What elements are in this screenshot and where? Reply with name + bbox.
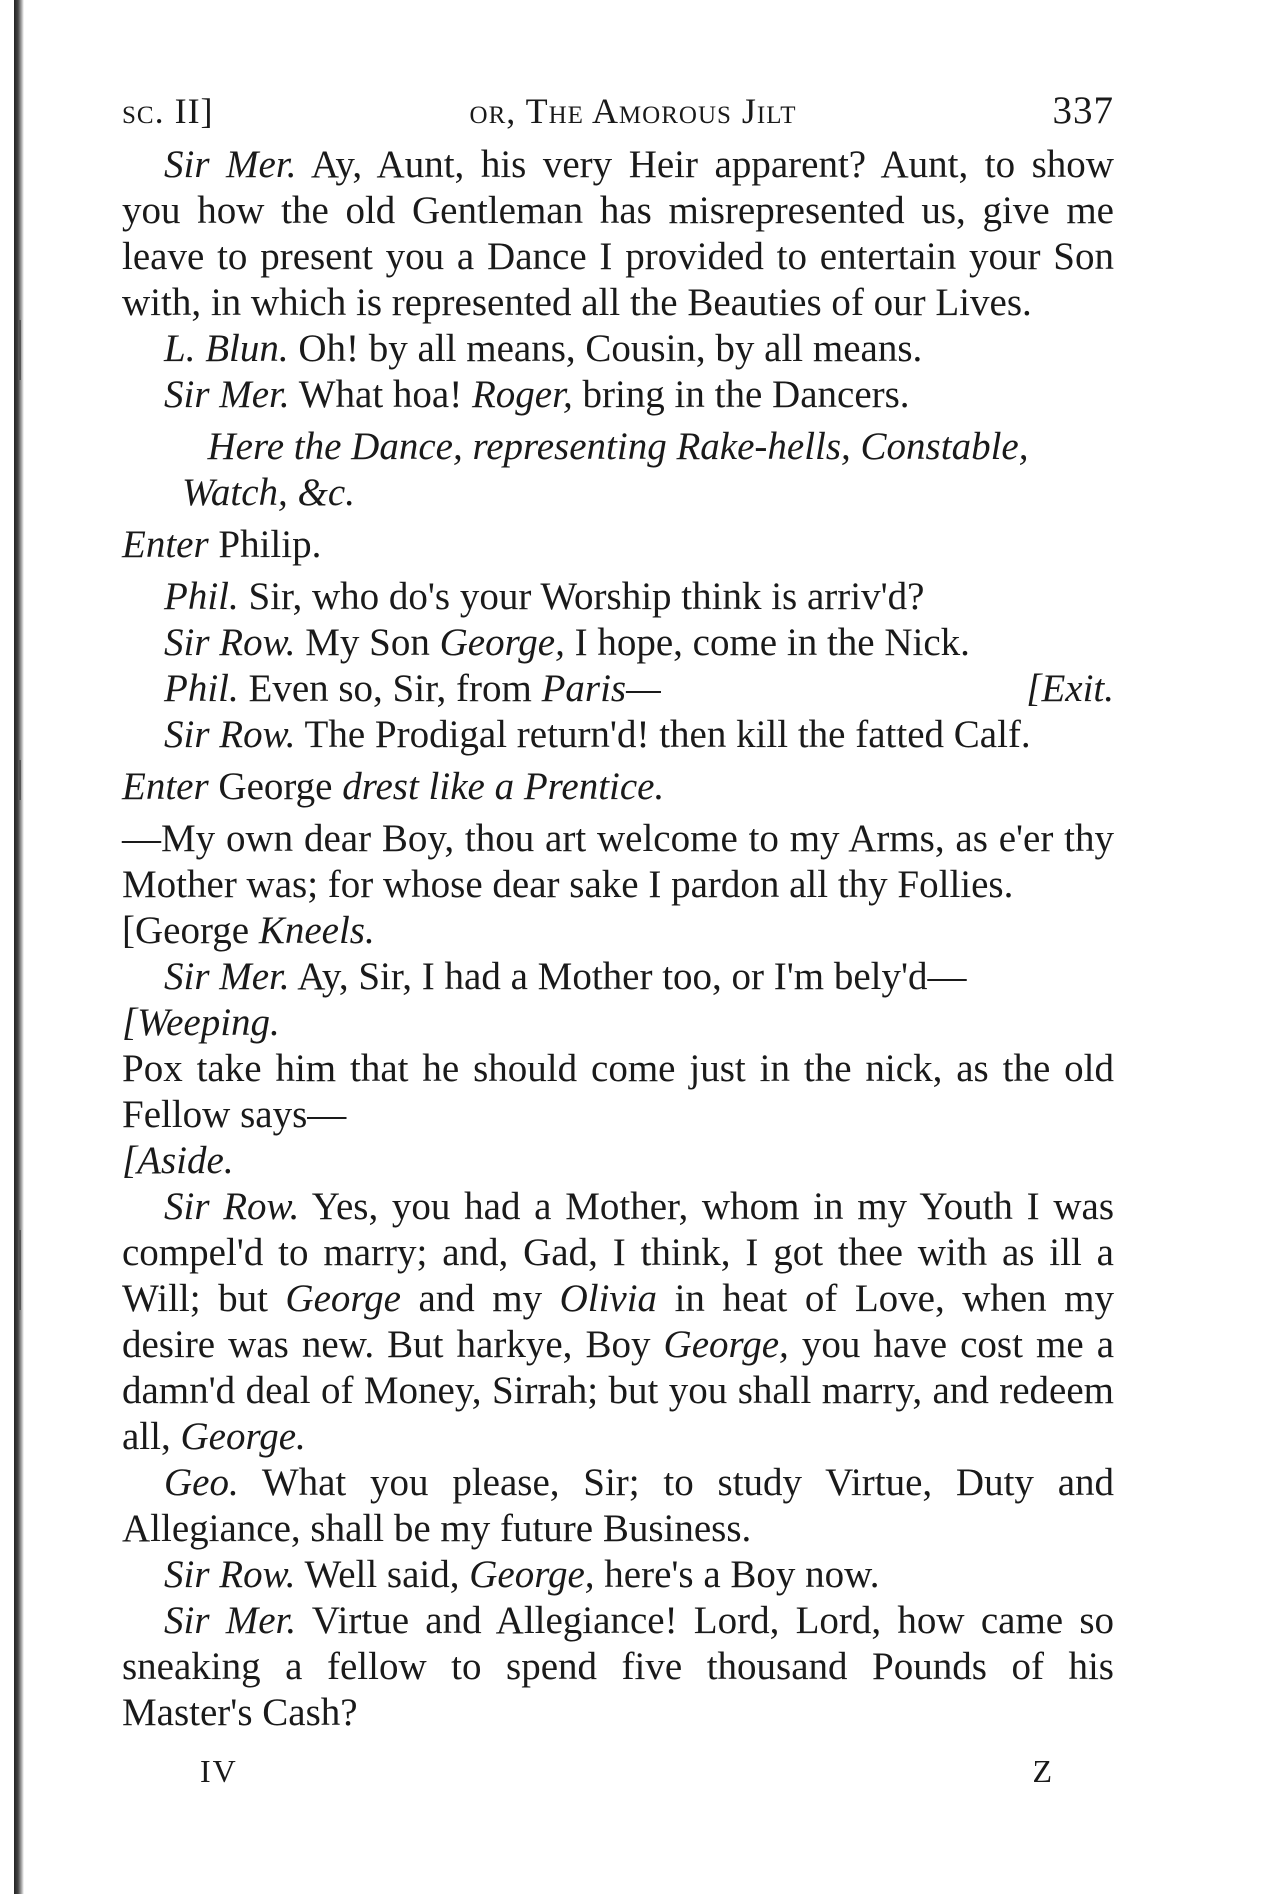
speech-text: Ay, Aunt, his very Heir apparent? Aunt, to show you how the old Gentleman has misrepresented us, give me leave to present you a Dance I provided to entertain your Son with, in which is represented all the Beauties of our Lives. [122,143,1114,324]
speech-text: in heat of Love, when my desire was new. But harkye, Boy [122,1277,1114,1366]
stage-direction-text: drest like a Prentice. [342,765,665,808]
speaker-name: Sir Mer. [164,373,290,416]
stage-direction-enter [122,522,1114,568]
character-name: Philip. [218,523,322,566]
speech-text: Virtue and Allegiance! Lord, Lord, how came so sneaking a fellow to spend five thousand Pounds of his Master's Cash? [122,1599,1115,1734]
speaker-name: Sir Row. [164,1553,296,1596]
speech-text: here's a Boy now. [604,1553,880,1596]
speaker-name: Phil. [164,575,239,618]
speech-text: Pox take him that he should come just in the nick, as the old Fellow says— [122,1047,1114,1136]
stage-direction [122,424,1114,516]
speaker-name: Sir Row. [164,621,296,664]
character-name: George, [469,1553,595,1596]
speech [122,1460,1114,1552]
character-name: George, [663,1323,789,1366]
speech [122,1598,1114,1736]
speech-text: Yes, you had a Mother, whom in my Youth I was compel'd to marry; and, Gad, I think, I got thee with as ill a Will; but [122,1185,1114,1320]
book-spine-shadow [14,0,24,1894]
spine-mark [18,320,21,380]
stage-direction-text: Here the Dance, representing Rake-hells, Constable, Watch, &c. [182,425,1029,514]
page-footer [122,1748,1114,1794]
speech-text: Sir, who do's your Worship think is arriv'd? [248,575,925,618]
enter-word: Enter [122,765,209,808]
speaker-name: Sir Row. [164,713,296,756]
stage-action: Kneels. [258,909,375,952]
speech-text: Oh! by all means, Cousin, by all means. [298,327,923,370]
stage-action: [Aside. [122,1139,234,1182]
speech [122,954,1114,1000]
speech-text: My Son [305,621,430,664]
character-name: George, [439,621,565,664]
speech [122,326,1114,372]
book-page [122,88,1114,1794]
speech [122,1552,1114,1598]
character-name: George. [180,1415,306,1458]
stage-action: [Weeping. [122,1001,280,1044]
speech-text: bring in the Dancers. [582,373,910,416]
character-name: George [218,765,333,808]
speaker-name: Sir Mer. [164,143,297,186]
speech-text: Ay, Sir, I had a Mother too, or I'm bely'd— [297,955,967,998]
scene-marker: sc. II] [122,91,214,131]
speech-text: What hoa! [298,373,463,416]
speech [122,372,1114,418]
enter-word: Enter [122,523,209,566]
speaker-name: Phil. [164,667,239,710]
spine-mark [18,760,21,800]
speech-continued [122,816,1114,908]
spine-mark [18,1230,21,1310]
signature-mark: Z [1032,1753,1054,1789]
speaker-name: L. Blun. [164,327,289,370]
page-number: 337 [1052,89,1114,132]
speech [122,1184,1114,1460]
stage-direction-aside [122,1000,1114,1046]
character-name: Roger, [471,373,573,416]
speaker-name: Sir Mer. [164,1599,297,1642]
speech-text: —My own dear Boy, thou art welcome to my Arms, as e'er thy Mother was; for whose dear sake I pardon all thy Follies. [122,817,1114,906]
speech-text: and my [418,1277,543,1320]
speech-text: I hope, come in the Nick. [574,621,970,664]
speaker-name: Sir Row. [164,1185,300,1228]
speech-text: Even so, Sir, from [248,667,532,710]
speech-text: you have cost me a damn'd deal of Money, Sirrah; but you shall marry, and redeem all, [122,1323,1115,1458]
speaker-name: Geo. [164,1461,239,1504]
speech [122,620,1114,666]
character-name: [George [122,909,250,952]
speech-text: What you please, Sir; to study Virtue, Duty and Allegiance, shall be my future Business. [122,1461,1114,1550]
volume-number: IV [200,1753,238,1789]
stage-direction-aside [122,908,1114,954]
speech-text: Well said, [304,1553,460,1596]
running-header [122,88,1114,142]
place-name: Paris— [541,667,661,710]
speech-text: The Prodigal return'd! then kill the fatted Calf. [304,713,1031,756]
speaker-name: Sir Mer. [164,955,290,998]
exit-direction: [Exit. [1026,667,1114,710]
speech [122,574,1114,620]
character-name: George [285,1277,401,1320]
stage-direction-aside [122,1138,1114,1184]
speech [122,142,1114,326]
speech-continued [122,1046,1114,1138]
speech-with-exit [122,666,1114,712]
stage-direction-enter [122,764,1114,810]
character-name: Olivia [559,1277,658,1320]
running-title: or, The Amorous Jilt [469,91,797,131]
speech [122,712,1114,758]
